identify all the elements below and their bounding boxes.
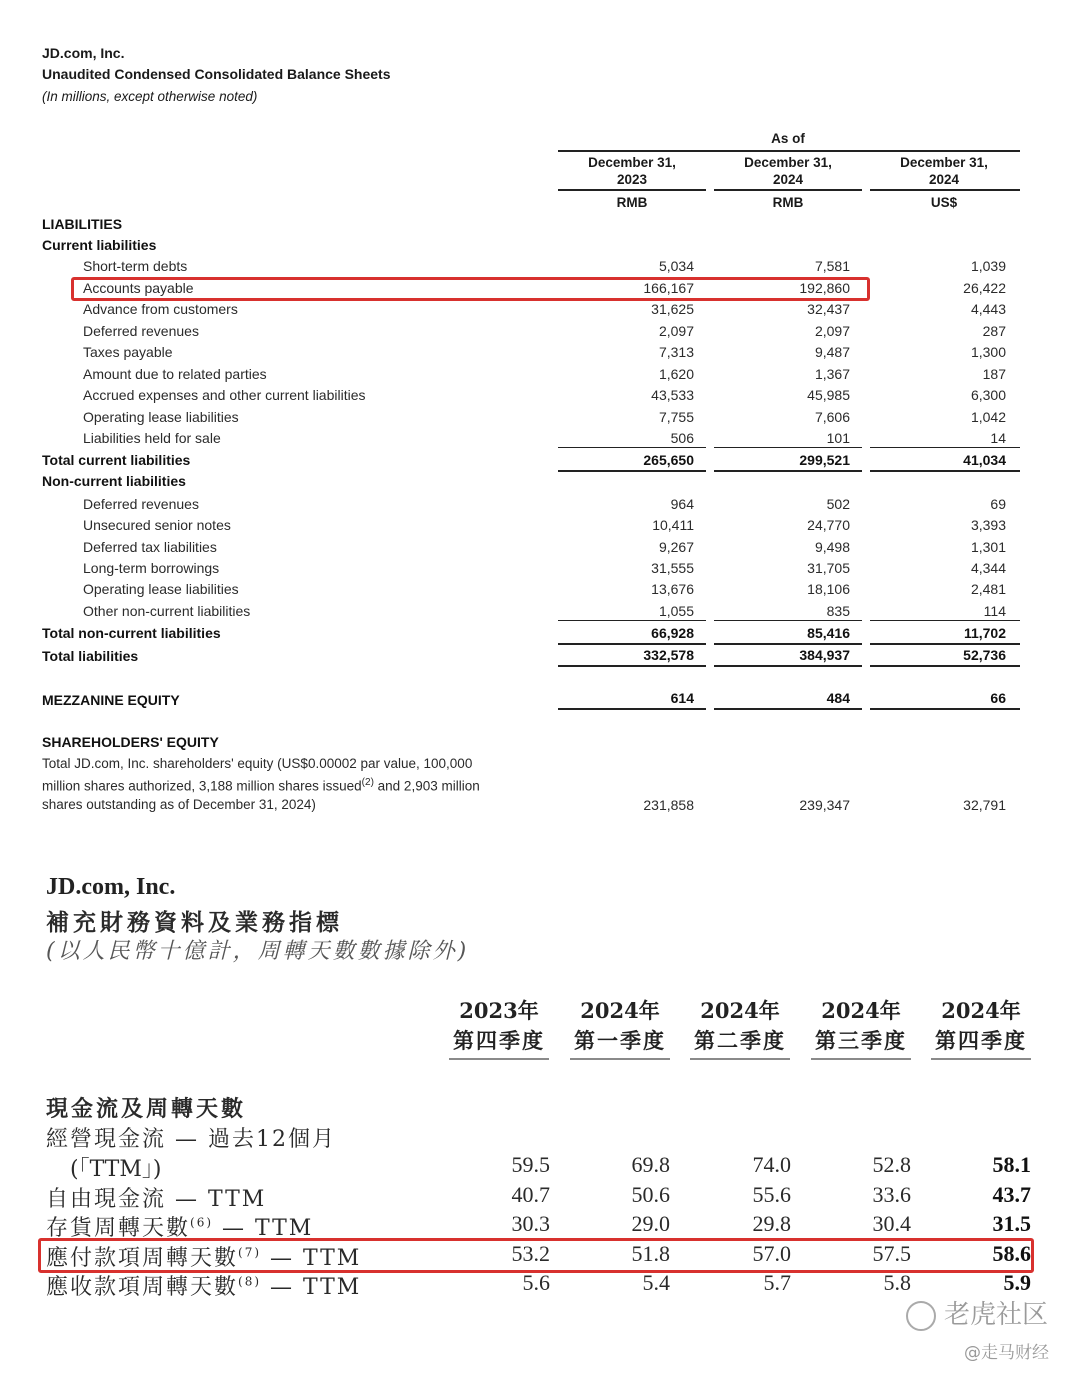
quarter-underline [811, 1058, 911, 1060]
noncurrent-liability-row-label: Long-term borrowings [83, 559, 220, 576]
current-liability-row-label: Liabilities held for sale [83, 430, 221, 446]
mezzanine-2023: 614 [670, 690, 694, 706]
watermark-brand [906, 1294, 1048, 1331]
ar-days-value: 5.9 [1003, 1270, 1031, 1295]
equity-text-line3: shares outstanding as of December 31, 2024) [42, 797, 316, 812]
total-current-2024: 299,521 [799, 452, 850, 468]
noncurrent-liability-row-value: 24,770 [807, 517, 850, 534]
fcf-value: 40.7 [511, 1182, 550, 1207]
current-liability-row-value: 1,042 [970, 408, 1006, 425]
ar-days-label [46, 1270, 361, 1301]
current-liability-row-value: 2,097 [658, 322, 694, 339]
quarter-year: 2024年 [580, 998, 660, 1023]
total-rule-1 [558, 470, 706, 472]
current-liability-row-value: 101 [826, 430, 850, 446]
total-noncurrent-2024: 85,416 [807, 625, 850, 641]
noncurrent-liability-row-value: 13,676 [651, 581, 694, 598]
current-liability-row-label: Deferred revenues [83, 322, 199, 339]
tnc-rule-3 [870, 643, 1020, 645]
noncurrent-liability-row-label: Operating lease liabilities [83, 581, 239, 598]
ap-days-suffix: — TTM [261, 1246, 362, 1271]
ocf-value: 52.8 [872, 1152, 911, 1177]
total-liabilities-label: Total liabilities [42, 648, 139, 664]
equity-2024: 239,347 [799, 797, 850, 813]
current-liability-row-label: Advance from customers [83, 301, 238, 317]
noncurrent-liability-row-value: 502 [826, 496, 850, 512]
current-liability-row-value: 7,581 [814, 258, 850, 274]
col1-year: 2023 [616, 172, 648, 187]
sup-company-name: JD.com, Inc. [46, 874, 176, 900]
current-liability-row-label: Short-term debts [83, 258, 188, 274]
noncurrent-liability-row-value: 4,344 [970, 559, 1006, 576]
mezzanine-2024: 484 [826, 690, 850, 706]
noncurrent-liability-row-value: 18,106 [807, 581, 850, 598]
equity-text-line2b: and 2,903 million [373, 778, 480, 794]
nc-rule-3 [870, 620, 1020, 621]
noncurrent-liability-row-value: 1,301 [970, 538, 1006, 555]
ap-days-text: 應付款項周轉天數 [46, 1246, 239, 1271]
ar-days-value: 5.8 [883, 1270, 911, 1295]
current-liability-row-value: 1,620 [658, 365, 694, 382]
current-liability-row-value: 4,443 [970, 301, 1006, 317]
current-liability-row-value: 43,533 [651, 387, 694, 403]
current-liability-row-value: 192,860 [799, 279, 850, 296]
noncurrent-liability-row-value: 1,055 [658, 602, 694, 619]
ap-days-value: 57.0 [752, 1241, 791, 1266]
equity-2023: 231,858 [643, 797, 694, 813]
inventory-days-value: 29.8 [752, 1211, 791, 1236]
ap-days-value: 58.6 [992, 1241, 1031, 1266]
company-name: JD.com, Inc. [42, 45, 125, 61]
inventory-days-value: 30.3 [511, 1211, 550, 1236]
total-noncurrent-label: Total non-current liabilities [42, 625, 221, 641]
watermark-brand-text: 老虎社区 [944, 1300, 1049, 1330]
equity-text-line1: Total JD.com, Inc. shareholders' equity (US$0.00002 par value, 100,000 [42, 756, 473, 771]
equity-usd: 32,791 [963, 797, 1006, 813]
ap-days-value: 51.8 [631, 1241, 670, 1266]
current-liability-row-label: Amount due to related parties [83, 365, 267, 382]
inventory-days-value: 30.4 [872, 1211, 911, 1236]
noncurrent-liability-row-label: Other non-current liabilities [83, 602, 251, 619]
noncurrent-liability-row-value: 31,705 [807, 559, 850, 576]
ocf-value: 69.8 [631, 1152, 670, 1177]
noncurrent-liability-row-value: 114 [983, 602, 1006, 619]
col3-date: December 31, [900, 155, 988, 170]
mezzanine-label: MEZZANINE EQUITY [42, 692, 180, 708]
tl-rule-2 [714, 665, 862, 667]
footnote-8: (8) [238, 1274, 262, 1289]
noncurrent-liability-row-value: 10,411 [652, 517, 694, 534]
total-liabilities-usd: 52,736 [963, 647, 1006, 663]
tl-rule-3 [870, 665, 1020, 667]
quarter-label: 第四季度 [453, 1028, 545, 1053]
col3-year: 2024 [928, 172, 960, 187]
mz-rule-3 [870, 708, 1020, 710]
current-liability-row-label: Operating lease liabilities [83, 408, 239, 425]
inventory-days-value: 31.5 [992, 1211, 1031, 1236]
col-header-1 [558, 154, 706, 188]
ar-days-suffix: — TTM [261, 1275, 362, 1300]
noncurrent-liability-row-value: 9,267 [658, 538, 694, 555]
col3-currency: US$ [930, 195, 958, 210]
total-current-label: Total current liabilities [42, 452, 191, 468]
ocf-label-line2: (「TTM」) [70, 1157, 162, 1182]
fcf-value: 33.6 [872, 1182, 911, 1207]
watermark-source: @走马财经 [964, 1343, 1049, 1363]
shareholders-equity-header: SHAREHOLDERS' EQUITY [42, 734, 219, 750]
noncurrent-liability-row-label: Deferred tax liabilities [83, 538, 217, 555]
current-liability-row-value: 166,167 [643, 279, 694, 296]
current-liabilities-header: Current liabilities [42, 237, 157, 253]
ar-days-text: 應收款項周轉天數 [46, 1275, 239, 1300]
fcf-value: 43.7 [992, 1182, 1031, 1207]
current-liability-row-value: 32,437 [807, 301, 850, 317]
ap-days-highlight [38, 1238, 1034, 1273]
noncurrent-liability-row-label: Unsecured senior notes [83, 517, 231, 534]
inventory-days-suffix: — TTM [213, 1216, 314, 1241]
noncurrent-liability-row-value: 2,481 [970, 581, 1006, 598]
col2-currency: RMB [772, 195, 804, 210]
statement-title: Unaudited Condensed Consolidated Balance Sheets [42, 66, 391, 82]
mz-rule-1 [558, 708, 706, 710]
total-noncurrent-usd: 11,702 [963, 625, 1006, 641]
total-current-2023: 265,650 [643, 452, 694, 468]
col2-date: December 31, [744, 155, 832, 170]
col1-rule [558, 189, 706, 191]
ocf-label-line1: 經營現金流 — 過去12個月 [46, 1127, 336, 1152]
current-liability-row-value: 14 [990, 430, 1006, 446]
noncurrent-liability-row-value: 69 [990, 496, 1006, 512]
equity-text-line2a: million shares authorized, 3,188 million shares issued [42, 778, 362, 794]
quarter-year: 2023年 [459, 998, 539, 1023]
sup-note: (以人民幣十億計，周轉天數數據除外) [46, 939, 470, 964]
subtotal-rule-1 [558, 447, 706, 448]
noncurrent-liability-row-value: 31,555 [651, 559, 694, 576]
col1-date: December 31, [588, 155, 676, 170]
current-liability-row-value: 287 [982, 322, 1006, 339]
current-liability-row-value: 187 [982, 365, 1006, 382]
sup-title: 補充財務資料及業務指標 [46, 909, 343, 936]
quarter-underline [570, 1058, 670, 1060]
col3-rule [870, 189, 1020, 191]
current-liability-row-value: 7,313 [658, 344, 694, 360]
total-rule-3 [870, 470, 1020, 472]
total-liabilities-2023: 332,578 [643, 647, 694, 663]
tiger-logo-icon [906, 1301, 936, 1331]
quarter-label: 第三季度 [815, 1028, 907, 1053]
ocf-value: 58.1 [992, 1152, 1031, 1177]
ar-days-value: 5.4 [642, 1270, 670, 1295]
current-liability-row-value: 26,422 [963, 279, 1006, 296]
cashflow-section-header: 現金流及周轉天數 [46, 1096, 247, 1122]
noncurrent-liability-row-label: Deferred revenues [83, 496, 199, 512]
footnote-2: (2) [361, 777, 374, 788]
ocf-value: 59.5 [511, 1152, 550, 1177]
quarter-year: 2024年 [821, 998, 901, 1023]
current-liability-row-value: 7,606 [814, 408, 850, 425]
subtotal-rule-2 [714, 447, 862, 448]
current-liability-row-label: Accounts payable [83, 279, 194, 296]
fcf-value: 50.6 [631, 1182, 670, 1207]
footnote-6: (6) [190, 1215, 214, 1230]
quarter-label: 第四季度 [935, 1028, 1027, 1053]
tnc-rule-1 [558, 643, 706, 645]
noncurrent-liabilities-header: Non-current liabilities [42, 473, 186, 489]
subtotal-rule-3 [870, 447, 1020, 448]
total-liabilities-2024: 384,937 [799, 647, 850, 663]
tnc-rule-2 [714, 643, 862, 645]
quarter-underline [449, 1058, 549, 1060]
noncurrent-liability-row-value: 9,498 [814, 538, 850, 555]
quarter-underline [931, 1058, 1031, 1060]
quarter-year: 2024年 [700, 998, 780, 1023]
current-liability-row-value: 9,487 [814, 344, 850, 360]
ap-days-value: 53.2 [511, 1241, 550, 1266]
inventory-days-text: 存貨周轉天數 [46, 1216, 191, 1241]
units-note: (In millions, except otherwise noted) [42, 89, 258, 104]
nc-rule-1 [558, 620, 706, 621]
current-liability-row-value: 7,755 [658, 408, 694, 425]
header-rule [558, 150, 1020, 152]
nc-rule-2 [714, 620, 862, 621]
ap-days-value: 57.5 [872, 1241, 911, 1266]
current-liability-row-value: 2,097 [814, 322, 850, 339]
mz-rule-2 [714, 708, 862, 710]
current-liability-row-value: 1,039 [970, 258, 1006, 274]
current-liability-row-value: 45,985 [807, 387, 850, 403]
current-liability-row-value: 506 [670, 430, 694, 446]
fcf-label: 自由現金流 — TTM [46, 1187, 267, 1212]
col2-rule [714, 189, 862, 191]
inventory-days-value: 29.0 [631, 1211, 670, 1236]
noncurrent-liability-row-value: 964 [670, 496, 694, 512]
accounts-payable-highlight [71, 277, 870, 301]
current-liability-row-value: 6,300 [970, 387, 1006, 403]
liabilities-header: LIABILITIES [42, 216, 123, 232]
current-liability-row-value: 31,625 [651, 301, 694, 317]
ar-days-value: 5.6 [522, 1270, 550, 1295]
fcf-value: 55.6 [752, 1182, 791, 1207]
current-liability-row-label: Taxes payable [83, 344, 173, 360]
ar-days-value: 5.7 [763, 1270, 791, 1295]
col-header-2 [714, 154, 862, 188]
ocf-value: 74.0 [752, 1152, 791, 1177]
total-noncurrent-2023: 66,928 [651, 625, 694, 641]
footnote-7: (7) [238, 1245, 262, 1260]
quarter-year: 2024年 [941, 998, 1021, 1023]
as-of-label: As of [771, 131, 805, 146]
noncurrent-liability-row-value: 835 [826, 602, 850, 619]
total-rule-2 [714, 470, 862, 472]
current-liability-row-value: 5,034 [658, 258, 694, 274]
quarter-underline [690, 1058, 790, 1060]
total-current-usd: 41,034 [963, 452, 1006, 468]
col2-year: 2024 [772, 172, 804, 187]
quarter-label: 第一季度 [574, 1028, 666, 1053]
noncurrent-liability-row-value: 3,393 [970, 517, 1006, 534]
quarter-label: 第二季度 [694, 1028, 786, 1053]
current-liability-row-label: Accrued expenses and other current liabilities [83, 387, 366, 403]
current-liability-row-value: 1,300 [970, 344, 1006, 360]
tl-rule-1 [558, 665, 706, 667]
col1-currency: RMB [616, 195, 648, 210]
equity-text-line2 [42, 777, 480, 794]
col-header-3 [870, 154, 1018, 188]
mezzanine-usd: 66 [990, 690, 1006, 706]
current-liability-row-value: 1,367 [814, 365, 850, 382]
